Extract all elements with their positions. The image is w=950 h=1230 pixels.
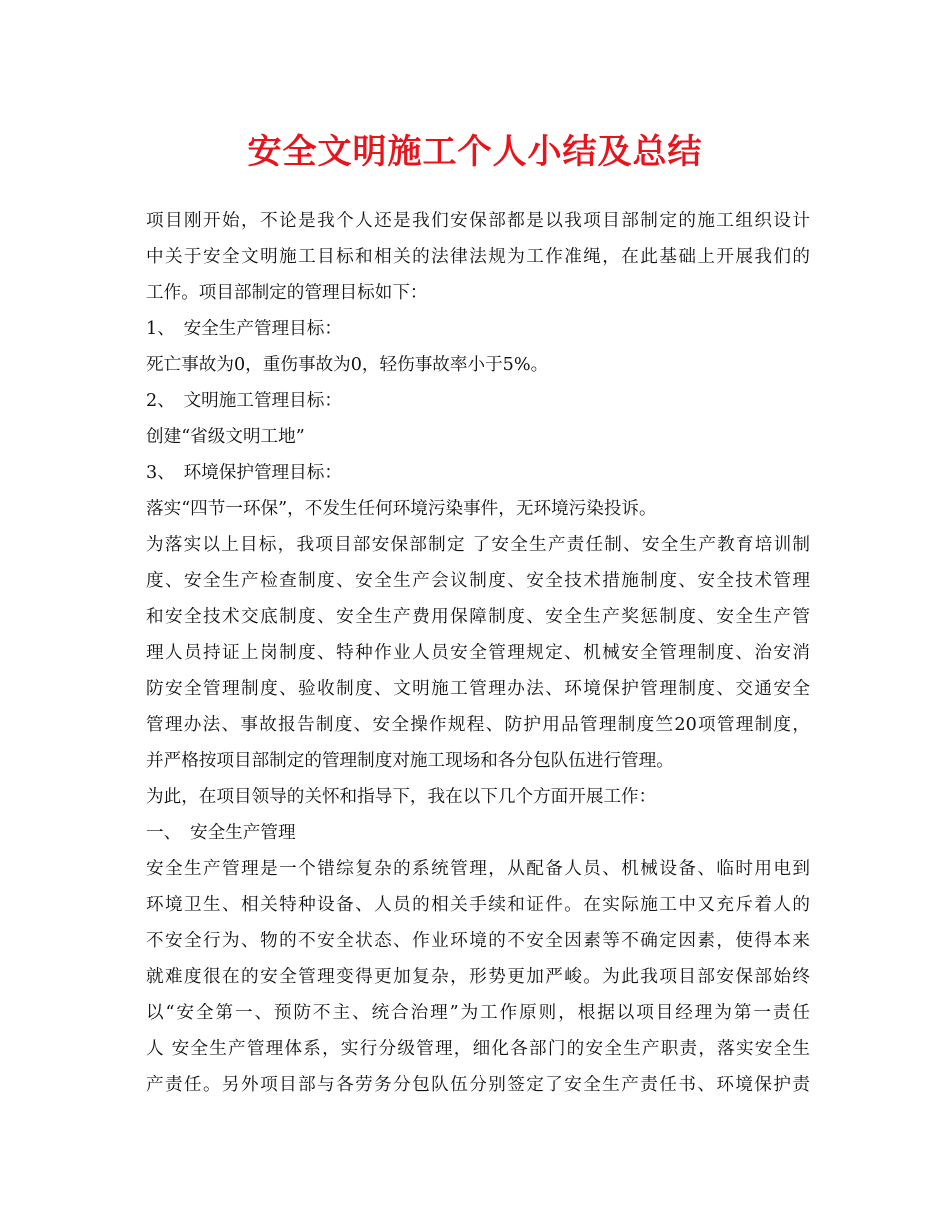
body-line: 和安全技术交底制度、安全生产费用保障制度、安全生产奖惩制度、安全生产管 — [146, 607, 810, 627]
body-line: 创建“省级文明工地” — [146, 427, 305, 447]
body-line: 工作。项目部制定的管理目标如下： — [146, 283, 428, 303]
body-line: 死亡事故为0，重伤事故为0，轻伤事故率小于5%。 — [146, 355, 549, 375]
body-line: 项目刚开始，不论是我个人还是我们安保部都是以我项目部制定的施工组织设计 — [146, 211, 810, 231]
body-line: 落实“四节一环保”，不发生任何环境污染事件，无环境污染投诉。 — [146, 499, 657, 519]
body-line: 产责任。另外项目部与各劳务分包队伍分别签定了安全生产责任书、环境保护责 — [146, 1075, 810, 1095]
body-line: 1、 安全生产管理目标： — [146, 319, 342, 339]
document-body — [146, 203, 810, 1103]
body-line: 就难度很在的安全管理变得更加复杂，形势更加严峻。为此我项目部安保部始终 — [146, 967, 810, 987]
body-line: 一、 安全生产管理 — [146, 823, 296, 843]
body-line: 安全生产管理是一个错综复杂的系统管理，从配备人员、机械设备、临时用电到 — [146, 859, 810, 879]
body-line: 以“安全第一、预防不主、统合治理”为工作原则，根据以项目经理为第一责任 — [146, 1003, 810, 1023]
body-line: 3、 环境保护管理目标： — [146, 463, 342, 483]
body-line: 中关于安全文明施工目标和相关的法律法规为工作准绳，在此基础上开展我们的 — [146, 247, 810, 267]
body-line: 环境卫生、相关特种设备、人员的相关手续和证件。在实际施工中又充斥着人的 — [146, 895, 810, 915]
body-line: 为落实以上目标，我项目部安保部制定 了安全生产责任制、安全生产教育培训制 — [146, 535, 810, 555]
body-line: 2、 文明施工管理目标： — [146, 391, 342, 411]
body-line: 为此，在项目领导的关怀和指导下，我在以下几个方面开展工作： — [146, 787, 657, 807]
body-line: 管理办法、事故报告制度、安全操作规程、防护用品管理制度竺20项管理制度， — [146, 715, 810, 735]
body-line: 度、安全生产检查制度、安全生产会议制度、安全技术措施制度、安全技术管理 — [146, 571, 810, 591]
body-line: 理人员持证上岗制度、特种作业人员安全管理规定、机械安全管理制度、治安消 — [146, 643, 810, 663]
body-line: 不安全行为、物的不安全状态、作业环境的不安全因素等不确定因素，使得本来 — [146, 931, 810, 951]
body-line: 防安全管理制度、验收制度、文明施工管理办法、环境保护管理制度、交通安全 — [146, 679, 810, 699]
document-title: 安全文明施工个人小结及总结 — [247, 132, 703, 172]
body-line: 人 安全生产管理体系，实行分级管理，细化各部门的安全生产职责，落实安全生 — [146, 1039, 810, 1059]
body-line: 并严格按项目部制定的管理制度对施工现场和各分包队伍进行管理。 — [146, 751, 674, 771]
